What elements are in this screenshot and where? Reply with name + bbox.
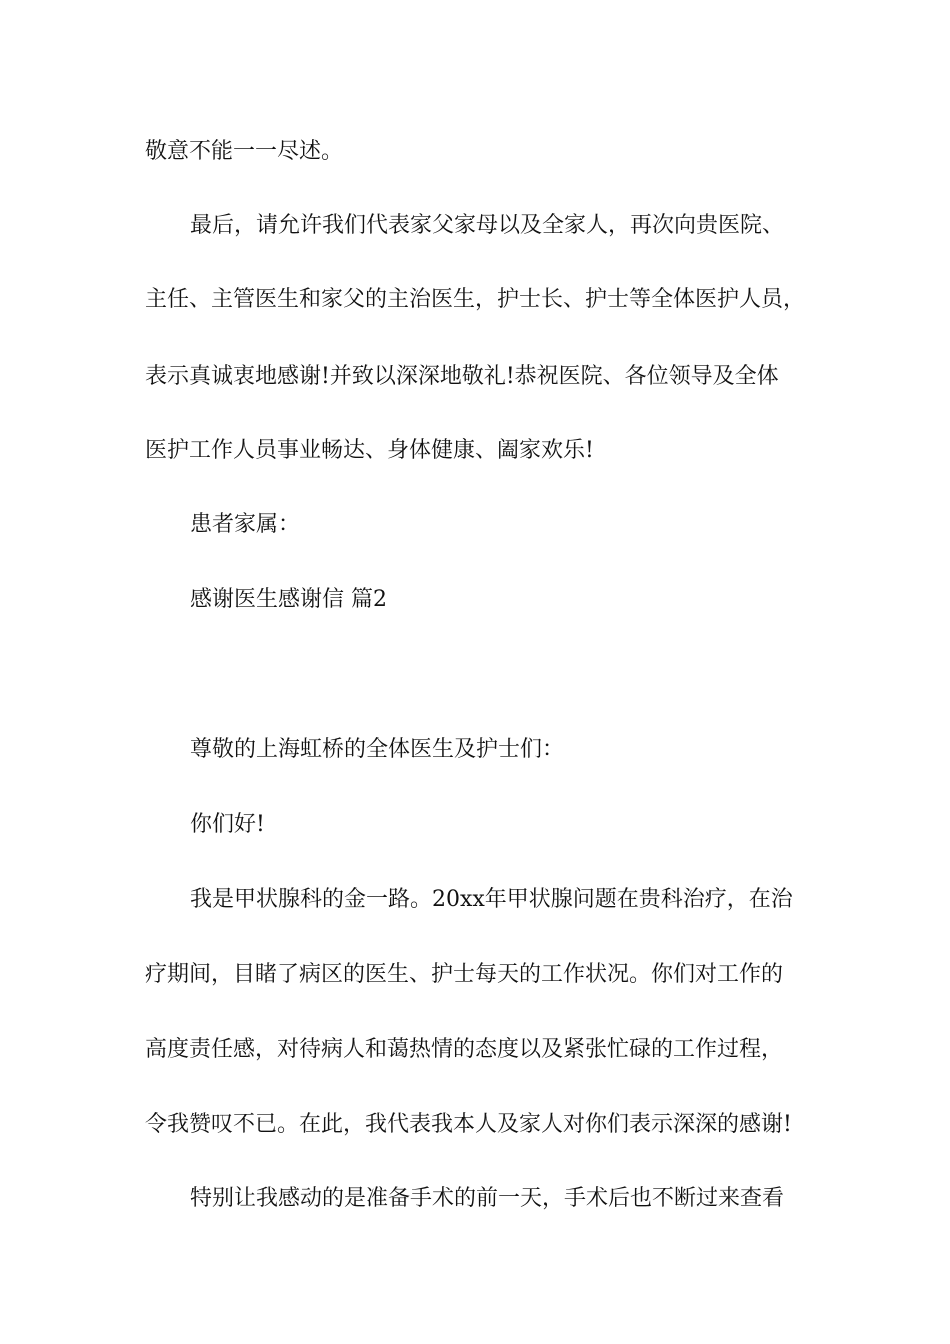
paragraph-line: 我是甲状腺科的金一路。20xx年甲状腺问题在贵科治疗，在治 [190,887,793,912]
paragraph-line: 最后，请允许我们代表家父家母以及全家人，再次向贵医院、 [190,213,785,238]
text-line: 敬意不能一一尽述。 [145,139,344,164]
greeting-line: 尊敬的上海虹桥的全体医生及护士们： [190,737,565,762]
text-line: 表示真诚衷地感谢!并致以深深地敬礼!恭祝医院、各位领导及全体 [145,364,779,389]
text-line: 高度责任感，对待病人和蔼热情的态度以及紧张忙碌的工作过程， [145,1037,784,1062]
text-line: 令我赞叹不已。在此，我代表我本人及家人对你们表示深深的感谢! [145,1112,792,1137]
signature-label: 患者家属： [190,512,301,537]
text-line: 医护工作人员事业畅达、身体健康、阖家欢乐! [145,438,594,463]
paragraph-line: 特别让我感动的是准备手术的前一天，手术后也不断过来查看 [190,1186,785,1211]
greeting-line: 你们好! [190,812,265,837]
section-title: 感谢医生感谢信 篇2 [190,587,387,612]
text-line: 主任、主管医生和家父的主治医生，护士长、护士等全体医护人员， [145,287,806,312]
text-line: 疗期间，目睹了病区的医生、护士每天的工作状况。你们对工作的 [145,962,784,987]
